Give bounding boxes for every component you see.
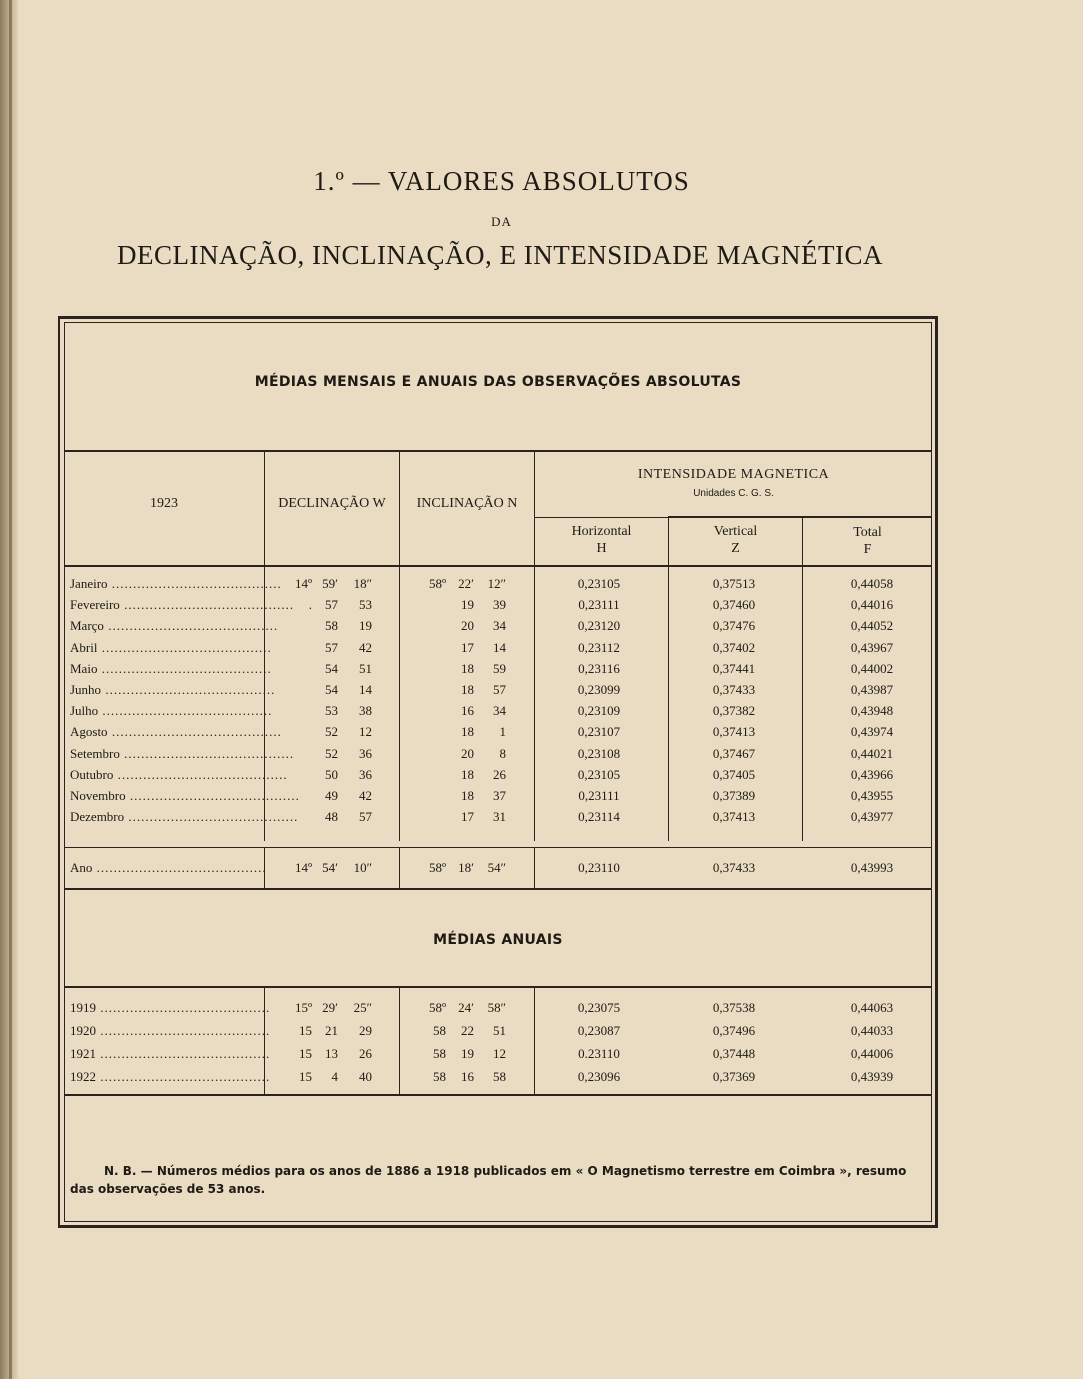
page-subtitle: DECLINAÇÃO, INCLINAÇÃO, E INTENSIDADE MAGNÉTICA <box>117 240 883 270</box>
row-label <box>70 766 288 783</box>
row-label-text: Fevereiro <box>70 597 120 613</box>
row-label <box>70 724 282 740</box>
row-label <box>70 1000 271 1016</box>
declination-seconds: 14 <box>359 682 372 697</box>
leader-dots: ........................................ <box>98 703 273 719</box>
inclination-degrees: 58º <box>428 576 446 591</box>
inclination-seconds: 26 <box>493 766 506 782</box>
declination-seconds: 57 <box>359 809 372 825</box>
row-label-text: Ano <box>70 860 93 875</box>
footnote: N. B. — Números médios para os anos de 1886 a 1918 publicados em « O Magnetismo terrestre em Coimbra », resumo das observações de 53 anos. <box>70 1164 907 1196</box>
inclination-seconds: 12″ <box>487 576 506 591</box>
inclination-minutes: 24′ <box>458 1000 474 1015</box>
total-value: 0,44033 <box>850 1023 894 1038</box>
row-label-text: Novembro <box>70 788 126 803</box>
inclination-minutes: 20 <box>461 618 474 634</box>
header-total-label: Total <box>853 525 882 540</box>
row-label-text: Outubro <box>70 766 114 782</box>
vertical-value: 0,37413 <box>712 724 756 740</box>
declination-minutes: 13 <box>325 1046 338 1061</box>
leader-dots: ........................................ <box>96 1023 271 1038</box>
row-label-text: Maio <box>70 660 98 676</box>
vertical-value: 0,37433 <box>712 860 756 875</box>
declination-seconds: 51 <box>359 660 372 676</box>
declination-minutes: 52 <box>325 745 338 761</box>
declination-seconds: 19 <box>359 618 372 634</box>
horizontal-value: 0,23109 <box>577 703 621 719</box>
header-year: 1923 <box>150 496 178 511</box>
vertical-value: 0,37402 <box>712 639 756 655</box>
inclination-seconds: 39 <box>493 597 506 613</box>
leader-dots: ........................................ <box>97 660 272 676</box>
table-row <box>64 809 932 830</box>
total-value: 0,44052 <box>850 618 894 634</box>
inclination-minutes: 22′ <box>458 576 474 591</box>
page-title: 1.º — VALORES ABSOLUTOS <box>313 166 690 196</box>
years-top-rule <box>64 986 932 988</box>
row-label <box>70 597 295 613</box>
header-horizontal <box>535 523 668 557</box>
row-label-text: 1922 <box>70 1069 96 1084</box>
leader-dots: ........................................ <box>119 597 295 613</box>
inclination-minutes: 16 <box>461 703 474 719</box>
inclination-minutes: 18 <box>461 660 474 676</box>
leader-dots: ........................................ <box>101 682 276 697</box>
declination-seconds: 42 <box>359 639 372 655</box>
inclination-seconds: 37 <box>493 788 506 803</box>
table-row <box>64 661 932 682</box>
inclination-minutes: 17 <box>461 809 474 825</box>
inclination-degrees: 58 <box>433 1069 446 1084</box>
annual-top-rule <box>64 847 932 848</box>
leader-dots: ........................................ <box>125 788 300 803</box>
declination-seconds: 53 <box>359 597 372 613</box>
table-row <box>64 640 932 661</box>
inclination-seconds: 34 <box>493 703 506 719</box>
table-row <box>64 597 932 618</box>
table-row <box>64 703 932 724</box>
table-row <box>64 1000 932 1021</box>
horizontal-value: 0,23075 <box>577 1000 621 1015</box>
horizontal-value: 0,23120 <box>577 618 621 634</box>
row-label-text: Janeiro <box>70 576 108 591</box>
declination-seconds: 36 <box>359 766 372 782</box>
declination-seconds: 42 <box>359 788 372 803</box>
header-total-symbol: F <box>863 542 872 557</box>
row-label <box>70 860 267 876</box>
row-label <box>70 576 282 592</box>
declination-minutes: 53 <box>325 703 338 719</box>
table-row <box>64 1023 932 1044</box>
horizontal-value: 0,23116 <box>578 660 620 676</box>
table-row <box>64 576 932 597</box>
years-bottom-rule <box>64 1094 932 1096</box>
inclination-minutes: 17 <box>461 639 474 655</box>
total-value: 0,43967 <box>850 639 894 655</box>
declination-minutes: 57 <box>325 597 338 613</box>
inclination-degrees: 58º <box>428 860 446 875</box>
declination-seconds: 18″ <box>353 576 372 591</box>
row-label <box>70 1069 271 1085</box>
leader-dots: ........................................ <box>113 766 288 782</box>
declination-minutes: 21 <box>325 1023 338 1038</box>
table-row <box>64 682 932 703</box>
inclination-seconds: 59 <box>493 660 506 676</box>
leader-dots: ........................................ <box>107 576 282 591</box>
inclination-minutes: 20 <box>461 745 474 761</box>
row-label <box>70 745 295 762</box>
declination-degrees: . <box>308 597 312 613</box>
inclination-degrees: 58º <box>428 1000 446 1015</box>
leader-dots: ........................................ <box>96 1000 271 1015</box>
inclination-seconds: 8 <box>499 745 506 761</box>
inclination-degrees: 58 <box>433 1046 446 1061</box>
declination-seconds: 12 <box>359 724 372 740</box>
declination-degrees: 14º <box>294 860 312 875</box>
declination-degrees: 15 <box>299 1069 312 1084</box>
vertical-value: 0,37496 <box>712 1023 756 1038</box>
declination-minutes: 50 <box>325 766 338 782</box>
vertical-value: 0,37467 <box>712 745 756 761</box>
inclination-seconds: 31 <box>493 809 506 825</box>
header-vertical-label: Vertical <box>713 524 758 539</box>
vertical-value: 0,37476 <box>712 618 756 634</box>
row-label-text: 1921 <box>70 1046 96 1061</box>
header-inclination: INCLINAÇÃO N <box>416 496 518 511</box>
total-value: 0,43987 <box>850 682 894 697</box>
total-value: 0,44058 <box>850 576 894 591</box>
horizontal-value: 0,23099 <box>577 682 621 697</box>
header-horizontal-symbol: H <box>596 541 607 556</box>
declination-degrees: 15º <box>294 1000 312 1015</box>
header-total <box>803 524 932 558</box>
horizontal-value: 0,23111 <box>578 597 620 613</box>
inclination-seconds: 34 <box>493 618 506 634</box>
horizontal-value: 0,23111 <box>578 788 620 803</box>
intensity-sub-rule-2 <box>535 517 932 518</box>
table-row <box>64 1046 932 1067</box>
horizontal-value: 0,23107 <box>577 724 621 740</box>
row-label-text: 1919 <box>70 1000 96 1015</box>
row-label <box>70 788 300 804</box>
total-value: 0,44006 <box>850 1046 894 1061</box>
annual-bottom-rule <box>64 888 932 890</box>
total-value: 0,43977 <box>850 809 894 825</box>
row-label-text: Julho <box>70 703 99 719</box>
vertical-value: 0,37441 <box>712 660 756 676</box>
table-row <box>64 767 932 788</box>
declination-minutes: 54′ <box>322 860 338 875</box>
vertical-value: 0,37513 <box>712 576 756 591</box>
inclination-seconds: 58 <box>493 1069 506 1084</box>
inclination-minutes: 22 <box>461 1023 474 1038</box>
declination-seconds: 40 <box>359 1069 372 1084</box>
horizontal-value: 0,23105 <box>577 766 621 782</box>
row-label-text: Abril <box>70 639 98 655</box>
horizontal-value: 0,23108 <box>577 745 621 761</box>
declination-minutes: 48 <box>325 809 338 825</box>
total-value: 0,44002 <box>850 660 894 676</box>
declination-minutes: 59′ <box>322 576 338 591</box>
annual-means-title: MÉDIAS ANUAIS <box>433 932 563 948</box>
table-row <box>64 746 932 767</box>
total-value: 0,44063 <box>850 1000 894 1015</box>
header-vertical-symbol: Z <box>731 541 740 556</box>
declination-minutes: 57 <box>325 639 338 655</box>
table-row <box>64 860 932 881</box>
leader-dots: ........................................ <box>96 1069 271 1084</box>
declination-minutes: 4 <box>331 1069 338 1084</box>
header-declination: DECLINAÇÃO W <box>278 496 386 511</box>
vertical-value: 0,37433 <box>712 682 756 697</box>
inclination-degrees: 58 <box>433 1023 446 1038</box>
table-row <box>64 724 932 745</box>
horizontal-value: 0,23096 <box>577 1069 621 1084</box>
inclination-seconds: 57 <box>493 682 506 697</box>
inclination-seconds: 1 <box>499 724 506 740</box>
spine-line <box>9 0 12 1379</box>
declination-minutes: 58 <box>325 618 338 634</box>
declination-minutes: 54 <box>325 660 338 676</box>
page-title-connector: DA <box>491 214 512 229</box>
row-label-text: 1920 <box>70 1023 96 1038</box>
leader-dots: ........................................ <box>119 745 295 761</box>
declination-seconds: 26 <box>359 1046 372 1061</box>
row-label <box>70 1046 271 1062</box>
row-label <box>70 1023 271 1039</box>
leader-dots: ........................................ <box>124 809 299 825</box>
row-label-text: Dezembro <box>70 809 125 825</box>
leader-dots: ........................................ <box>107 724 282 740</box>
horizontal-value: 0,23105 <box>577 576 621 591</box>
horizontal-value: 0.23110 <box>578 1046 620 1061</box>
row-label-text: Março <box>70 618 104 634</box>
horizontal-value: 0,23110 <box>578 860 620 875</box>
vertical-value: 0,37448 <box>712 1046 756 1061</box>
inclination-seconds: 12 <box>493 1046 506 1061</box>
horizontal-value: 0,23087 <box>577 1023 621 1038</box>
row-label-text: Junho <box>70 682 102 697</box>
table-row <box>64 1069 932 1090</box>
inclination-seconds: 14 <box>493 639 506 655</box>
vertical-value: 0,37460 <box>712 597 756 613</box>
header-vertical <box>669 523 802 557</box>
horizontal-value: 0,23114 <box>578 809 620 825</box>
row-label-text: Agosto <box>70 724 108 740</box>
declination-seconds: 36 <box>359 745 372 761</box>
inclination-seconds: 54″ <box>487 860 506 875</box>
row-label <box>70 639 272 656</box>
declination-seconds: 10″ <box>353 860 372 875</box>
total-value: 0,43955 <box>850 788 894 803</box>
inclination-minutes: 18′ <box>458 860 474 875</box>
header-top-rule <box>64 450 932 452</box>
declination-minutes: 54 <box>325 682 338 697</box>
row-label <box>70 660 272 677</box>
vertical-value: 0,37389 <box>712 788 756 803</box>
leader-dots: ........................................ <box>96 1046 271 1061</box>
total-value: 0,43993 <box>850 860 894 875</box>
header-horizontal-label: Horizontal <box>571 524 632 539</box>
horizontal-value: 0,23112 <box>578 639 620 655</box>
table-row <box>64 618 932 639</box>
row-label <box>70 682 276 698</box>
total-value: 0,43974 <box>850 724 894 740</box>
monthly-section-title: MÉDIAS MENSAIS E ANUAIS DAS OBSERVAÇÕES ABSOLUTAS <box>254 374 742 390</box>
table-row <box>64 788 932 809</box>
inclination-minutes: 18 <box>461 766 474 782</box>
vertical-value: 0,37369 <box>712 1069 756 1084</box>
declination-minutes: 49 <box>325 788 338 803</box>
vertical-value: 0,37382 <box>712 703 756 719</box>
row-label-text: Setembro <box>70 745 120 761</box>
inclination-minutes: 16 <box>461 1069 474 1084</box>
inclination-minutes: 18 <box>461 682 474 697</box>
total-value: 0,43939 <box>850 1069 894 1084</box>
total-value: 0,43948 <box>850 703 894 719</box>
total-value: 0,44021 <box>850 745 894 761</box>
declination-degrees: 15 <box>299 1046 312 1061</box>
declination-seconds: 29 <box>359 1023 372 1038</box>
inclination-minutes: 18 <box>461 788 474 803</box>
vertical-value: 0,37538 <box>712 1000 756 1015</box>
declination-degrees: 14º <box>294 576 312 591</box>
declination-degrees: 15 <box>299 1023 312 1038</box>
declination-minutes: 29′ <box>322 1000 338 1015</box>
inclination-minutes: 18 <box>461 724 474 740</box>
inclination-minutes: 19 <box>461 597 474 613</box>
declination-seconds: 38 <box>359 703 372 719</box>
header-units: Unidades C. G. S. <box>693 488 774 499</box>
row-label <box>70 703 273 719</box>
declination-minutes: 52 <box>325 724 338 740</box>
vertical-value: 0,37413 <box>712 809 756 825</box>
declination-seconds: 25″ <box>353 1000 372 1015</box>
leader-dots: ........................................ <box>103 618 279 634</box>
total-value: 0,43966 <box>850 766 894 782</box>
header-intensity: INTENSIDADE MAGNETICA <box>637 467 830 482</box>
vertical-value: 0,37405 <box>712 766 756 782</box>
total-value: 0,44016 <box>850 597 894 613</box>
inclination-seconds: 51 <box>493 1023 506 1038</box>
leader-dots: ........................................ <box>92 860 267 875</box>
row-label <box>70 809 299 825</box>
inclination-minutes: 19 <box>461 1046 474 1061</box>
inclination-seconds: 58″ <box>487 1000 506 1015</box>
leader-dots: ........................................ <box>97 639 272 655</box>
row-label <box>70 618 279 634</box>
